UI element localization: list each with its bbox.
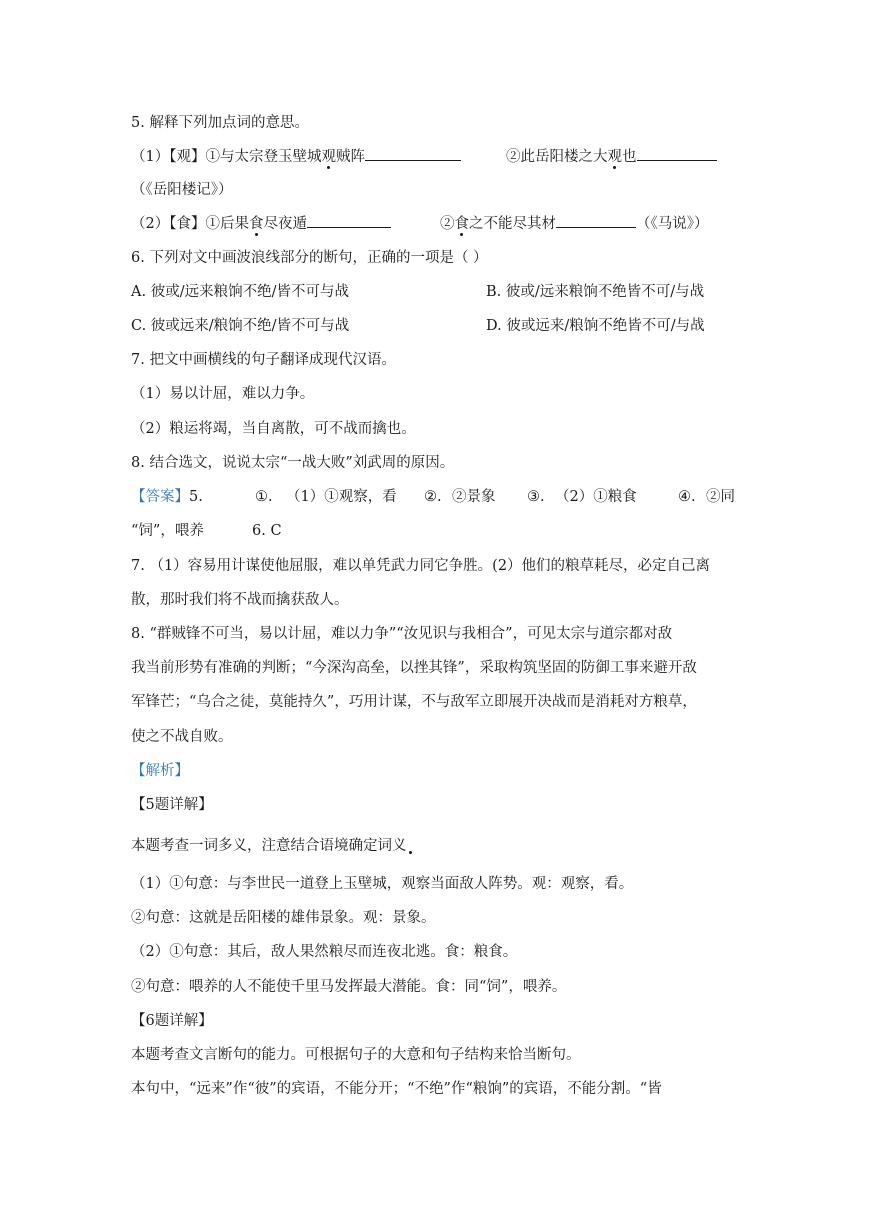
q5-item2-b-pre: ② <box>440 216 455 232</box>
q5-item1-a-post: 贼阵 <box>335 149 365 165</box>
answer-q8-line-2-text: 我当前形势有准确的判断；“今深沟高垒，以挫其锋”，采取构筑坚固的防御工事来避开敌 <box>131 660 697 676</box>
answer-q7-line-2-text: 散，那时我们将不战而擒获敌人。 <box>131 592 349 608</box>
q5-item1-a-dotted-word: 观 <box>321 149 336 165</box>
q6-option-c[interactable]: C. 彼或远来/粮饷不绝/皆不可与战 <box>131 318 350 334</box>
q6-option-b[interactable]: B. 彼或/远来粮饷不绝皆不可/与战 <box>486 284 705 300</box>
answer-part1-text: （1）①观察，看 <box>286 489 397 505</box>
q5-item2-b-dotted-word: 食 <box>454 216 469 232</box>
analysis-q5-line-4-text: ②句意：喂养的人不能使千里马发挥最大潜能。食：同“饲”，喂养。 <box>131 979 567 995</box>
answer-q7-line-1-text: 7. （1）容易用计谋使他屈服，难以单凭武力同它争胜。(2）他们的粮草耗尽，必定自己离 <box>131 558 711 574</box>
answer-part2-text: ②景象 <box>452 489 496 505</box>
q5-item2-source: （《马说》） <box>636 216 709 232</box>
q5-item1-b-dotted-word: 观 <box>607 149 622 165</box>
analysis-q5-intro-text <box>131 836 412 856</box>
q5-item1-text <box>131 146 461 167</box>
answer-part2-mark: ②. <box>424 489 442 505</box>
answer-q8-line-3-text: 军锋芒；“乌合之徒，莫能持久”，巧用计谋，不与敌军立即展开决战而是消耗对方粮草， <box>131 694 697 710</box>
q5-item2-label: （2）【食】 <box>131 216 206 232</box>
q7-sentence-1-text: （1）易以计屈，难以力争。 <box>131 386 315 402</box>
analysis-q5-line-1-text: （1）①句意：与李世民一道登上玉壁城，观察当面敌人阵势。观：观察，看。 <box>131 876 634 892</box>
sentence-end-dot <box>409 851 412 854</box>
q5-item2-b-answer-blank[interactable] <box>556 213 636 228</box>
answer-tag: 【答案】 <box>131 489 189 505</box>
analysis-q5-heading-text: 【5题详解】 <box>131 797 213 813</box>
q5-item1-b-pre: ②此岳阳楼之大 <box>506 149 608 165</box>
analysis-q5-line-3-text: （2）①句意：其后，敌人果然粮尽而连夜北逃。食：粮食。 <box>131 944 518 960</box>
q8-title-text: 8. 结合选文，说说太宗“一战大败”刘武周的原因。 <box>131 455 455 471</box>
q5-item1-a-pre: ①与太宗登玉壁城 <box>205 149 322 165</box>
q5-item2-a-post: 尽夜遁 <box>263 216 307 232</box>
q5-item1-b-answer-blank[interactable] <box>637 146 717 161</box>
q6-option-d[interactable]: D. 彼或远来/粮饷不绝皆不可/与战 <box>486 318 705 334</box>
analysis-q6-line-2-text: 本句中，“远来”作“彼”的宾语，不能分开；“不绝”作“粮饷”的宾语，不能分割。“皆 <box>131 1081 662 1097</box>
q5-item1-label: （1）【观】 <box>131 149 206 165</box>
answer-q8-line-1-text: 8. “群贼锋不可当，易以计屈，难以力争”“汝见识与我相合”，可见太宗与道宗都对敌 <box>131 626 673 642</box>
answer-part4-mark: ④. <box>678 489 696 505</box>
answer-part1-mark: ①. <box>255 489 273 505</box>
analysis-q5-intro-sentence: 本题考查一词多义，注意结合语境确定词义 <box>131 838 407 854</box>
analysis-tag: 【解析】 <box>131 763 189 779</box>
answer-part4-text: ②同 <box>706 489 735 505</box>
q5-item2-b <box>440 213 709 234</box>
analysis-q6-heading-text: 【6题详解】 <box>131 1013 213 1029</box>
answer-q5-number: 5. <box>189 489 203 505</box>
analysis-q6-line-1-text: 本题考查文言断句的能力。可根据句子的大意和句子结构来恰当断句。 <box>131 1047 581 1063</box>
q5-item2-text <box>131 213 391 234</box>
q7-title-text: 7. 把文中画横线的句子翻译成现代汉语。 <box>131 352 396 368</box>
q5-item1-source-text: （《岳阳楼记》） <box>131 182 233 198</box>
answer-q8-line-4-text: 使之不战自败。 <box>131 729 233 745</box>
answer-part4-continued: “饲”，喂养 <box>131 523 204 539</box>
answer-part3-text: （2）①粮食 <box>555 489 637 505</box>
answer-q6: 6. C <box>252 523 282 539</box>
analysis-q5-line-2-text: ②句意：这就是岳阳楼的雄伟景象。观：景象。 <box>131 910 436 926</box>
q6-title-text: 6. 下列对文中画波浪线部分的断句，正确的一项是（ ） <box>131 250 488 266</box>
q5-item1-b <box>506 146 717 167</box>
q5-item2-a-dotted-word: 食 <box>248 216 264 232</box>
q7-sentence-2-text: （2）粮运将竭，当自离散，可不战而擒也。 <box>131 421 416 437</box>
q5-item2-a-answer-blank[interactable] <box>307 213 391 228</box>
q5-item1-b-post: 也 <box>622 149 637 165</box>
answer-part3-mark: ③. <box>527 489 545 505</box>
q5-item2-b-post: 之不能尽其材 <box>469 216 556 232</box>
q5-item1-a-answer-blank[interactable] <box>365 146 461 161</box>
q5-item2-a-pre: ①后果 <box>205 216 249 232</box>
q6-option-a[interactable]: A. 彼或/远来粮饷不绝/皆不可与战 <box>131 284 349 300</box>
q5-title-text: 5. 解释下列加点词的意思。 <box>131 115 309 131</box>
